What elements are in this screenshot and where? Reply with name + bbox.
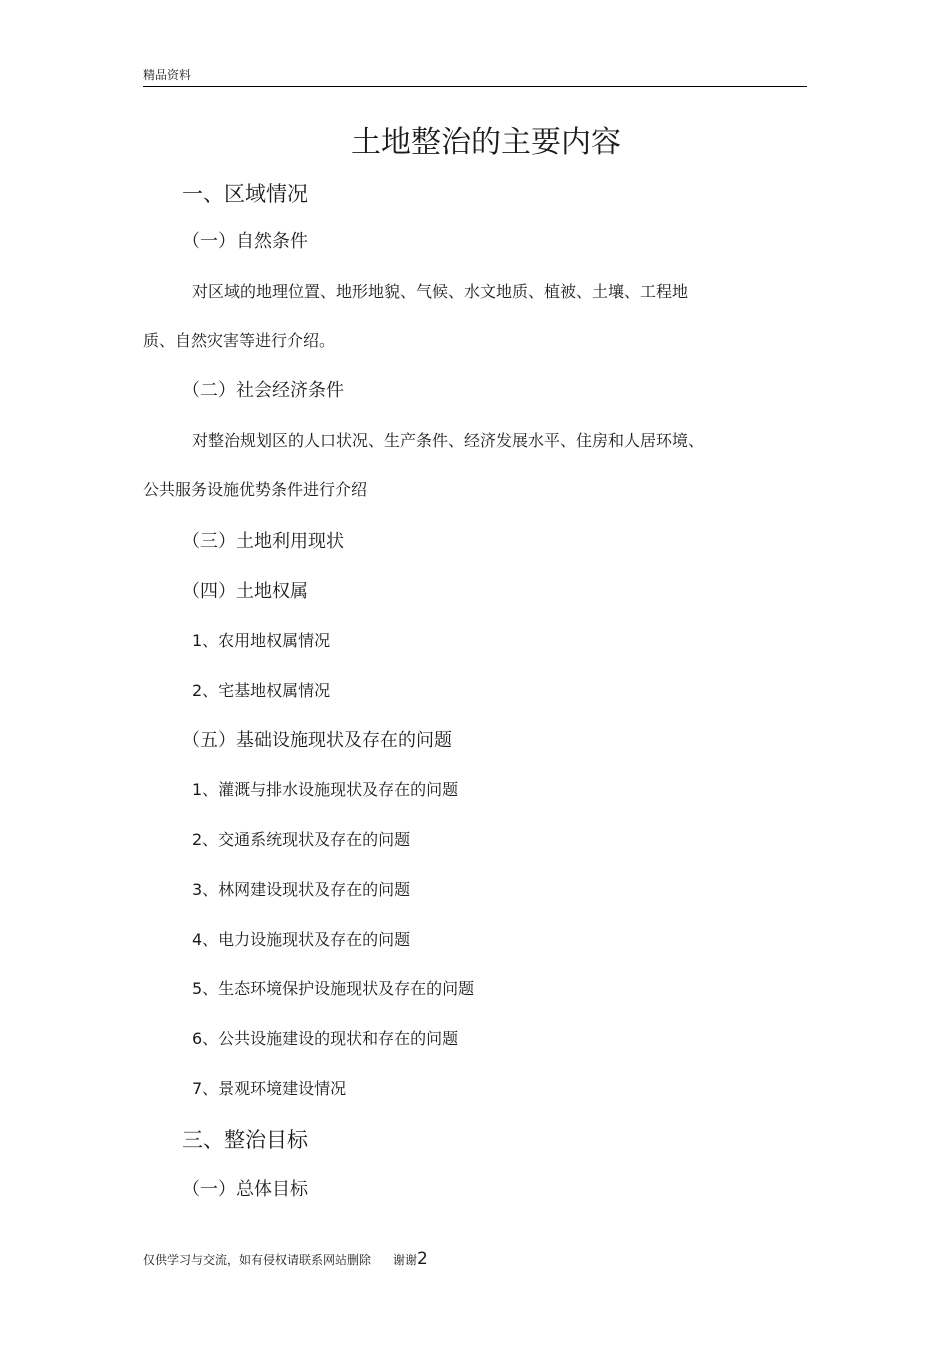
list-item: 1、农用地权属情况 [192,631,331,650]
subsection-heading-ownership: （四）土地权属 [182,581,308,602]
document-title: 土地整治的主要内容 [351,125,621,160]
paragraph-natural-line2: 质、自然灾害等进行介绍。 [143,331,336,350]
footer-thanks: 谢谢 [393,1253,418,1267]
section-heading-3: 三、整治目标 [182,1128,308,1152]
list-item: 6、公共设施建设的现状和存在的问题 [192,1029,459,1048]
subsection-heading-natural: （一）自然条件 [182,231,308,252]
footer-notice: 仅供学习与交流，如有侵权请联系网站删除 [143,1253,372,1267]
list-item: 4、电力设施现状及存在的问题 [192,930,411,949]
footer [143,1250,428,1269]
list-item: 1、灌溉与排水设施现状及存在的问题 [192,780,459,799]
section-heading-1: 一、区域情况 [182,182,308,206]
list-item: 3、林网建设现状及存在的问题 [192,880,411,899]
list-item: 7、景观环境建设情况 [192,1079,347,1098]
header-label: 精品资料 [143,68,192,82]
list-item: 2、宅基地权属情况 [192,681,331,700]
list-item: 5、生态环境保护设施现状及存在的问题 [192,979,475,998]
paragraph-socioeconomic-line2: 公共服务设施优势条件进行介绍 [143,480,368,499]
subsection-heading-infrastructure: （五）基础设施现状及存在的问题 [182,730,452,751]
subsection-heading-overall-goal: （一）总体目标 [182,1179,308,1200]
list-item: 2、交通系统现状及存在的问题 [192,830,411,849]
header-divider [143,86,807,87]
paragraph-socioeconomic-line1: 对整治规划区的人口状况、生产条件、经济发展水平、住房和人居环境、 [192,431,705,450]
paragraph-natural-line1: 对区域的地理位置、地形地貌、气候、水文地质、植被、土壤、工程地 [192,282,689,301]
page-number: 2 [417,1249,428,1269]
subsection-heading-landuse: （三）土地利用现状 [182,531,344,552]
subsection-heading-socioeconomic: （二）社会经济条件 [182,380,344,401]
